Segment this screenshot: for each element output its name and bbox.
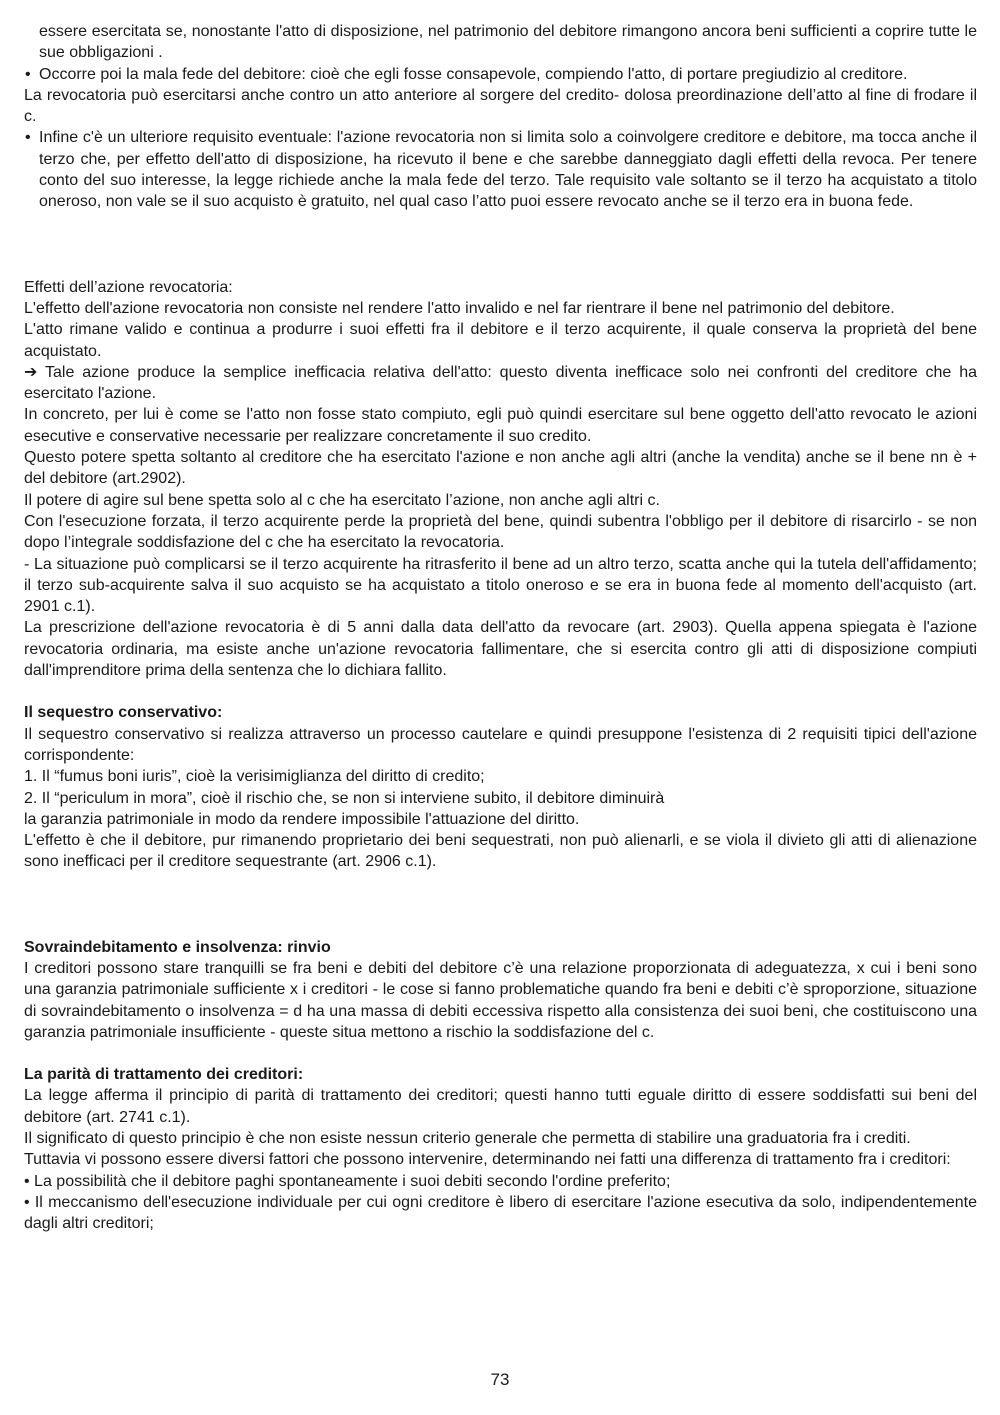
bullet-marker: • [25,65,31,83]
bullet-text: Occorre poi la mala fede del debitore: cioè che egli fosse consapevole, compiendo l'atto, di portare pregiudizio al creditore. [39,65,908,83]
section-heading-sovraindebitamento: Sovraindebitamento e insolvenza: rinvio [24,938,331,956]
section-title-effetti: Effetti dell’azione revocatoria: [24,278,233,296]
paragraph: Questo potere spetta soltanto al creditore che ha esercitato l'azione e non anche agli altri (anche la vendita) anche se il bene nn è + del debitore (art.2902). [24,449,977,488]
paragraph: I creditori possono stare tranquilli se fra beni e debiti del debitore c’è una relazione proporzionata di adeguatezza, x cui i beni sono una garanzia patrimoniale sufficiente x i creditori - le cose si fanno problematiche quando fra beni e debiti c’è sproporzione, situazione di sovraindebitamento o insolvenza = d ha una massa di debiti eccessiva rispetto alla consistenza dei suoi beni, che costituiscono una garanzia patrimoniale insufficiente - queste situa mettono a rischio la soddisfazione del c. [24,959,977,1041]
section-heading-sequestro: Il sequestro conservativo: [24,704,223,722]
paragraph: La prescrizione dell'azione revocatoria è di 5 anni dalla data dell'atto da revocare (art. 2903). Quella appena spiegata è l'azione revocatoria ordinaria, ma esiste anche un'azione revocatoria fallimentare, che si esercita contro gli atti di disposizione compiuti dall'imprenditore prima della sentenza che lo dichiara fallito. [24,619,977,680]
bullet-item-terzo [24,127,977,212]
spacer [24,681,977,702]
list-item: • Il meccanismo dell'esecuzione individuale per cui ogni creditore è libero di esercitare l'azione esecutiva da solo, indipendentemente dagli altri creditori; [24,1193,977,1233]
document-page [24,21,977,1235]
bullet-text: Infine c'è un ulteriore requisito eventuale: l'azione revocatoria non si limita solo a coinvolgere creditore e debitore, ma tocca anche il terzo che, per effetto dell'atto di disposizione, ha ricevuto il bene e che sarebbe danneggiato dagli effetti della revoca. Per tenere conto del suo interesse, la legge richiede anche la mala fede del terzo. Tale requisito vale soltanto se il terzo ha acquistato a titolo oneroso, non vale se il suo acquisto è gratuito, nel qual caso l’atto puoi essere revocato anche se il terzo era in buona fede. [39,129,977,211]
paragraph: Tuttavia vi possono essere diversi fattori che possono intervenire, determinando nei fatti una differenza di trattamento fra i creditori: [24,1151,951,1169]
paragraph: In concreto, per lui è come se l'atto non fosse stato compiuto, egli può quindi esercitare sul bene oggetto dell'atto revocato le azioni esecutive e conservative necessarie per realizzare concretamente il suo credito. [24,406,977,445]
spacer [24,1043,977,1064]
bullet-item-mala-fede [24,64,977,85]
paragraph: L'effetto dell'azione revocatoria non consiste nel rendere l'atto invalido e nel far rientrare il bene nel patrimonio del debitore. [24,299,895,317]
page-number: 73 [490,1370,510,1389]
list-item: • La possibilità che il debitore paghi spontaneamente i suoi debiti secondo l'ordine preferito; [24,1172,671,1190]
paragraph: Il potere di agire sul bene spetta solo al c che ha esercitato l’azione, non anche agli altri c. [24,491,660,509]
spacer [24,213,977,277]
paragraph: Il significato di questo principio è che non esiste nessun criterio generale che permetta di stabilire una graduatoria fra i crediti. [24,1130,911,1148]
section-heading-parita: La parità di trattamento dei creditori: [24,1066,304,1084]
paragraph: - La situazione può complicarsi se il terzo acquirente ha ritrasferito il bene ad un altro terzo, scatta anche qui la tutela dell'affidamento; il terzo sub-acquirente salva il suo acquisto se ha acquistato a titolo oneroso e se era in buona fede al momento dell'acquisto (art. 2901 c.1). [24,555,977,616]
paragraph: L'atto rimane valido e continua a produrre i suoi effetti fra il debitore e il terzo acquirente, il quale conserva la proprietà del bene acquistato. [24,321,977,360]
numbered-item-continued: la garanzia patrimoniale in modo da rendere impossibile l'attuazione del diritto. [24,810,580,828]
paragraph: Il sequestro conservativo si realizza attraverso un processo cautelare e quindi presuppone l'esistenza di 2 requisiti tipici dell'azione corrispondente: [24,725,977,764]
numbered-item: 1. Il “fumus boni iuris”, cioè la verisimiglianza del diritto di credito; [24,768,485,786]
paragraph: La legge afferma il principio di parità di trattamento dei creditori; questi hanno tutti eguale diritto di essere soddisfatti sui beni del debitore (art. 2741 c.1). [24,1087,977,1126]
spacer [24,873,977,937]
continued-paragraph: essere esercitata se, nonostante l'atto di disposizione, nel patrimonio del debitore rimangono ancora beni sufficienti a coprire tutte le sue obbligazioni . [39,23,977,62]
numbered-item: 2. Il “periculum in mora”, cioè il rischio che, se non si interviene subito, il debitore diminuirà [24,789,665,807]
paragraph: Con l'esecuzione forzata, il terzo acquirente perde la proprietà del bene, quindi subentra l'obbligo per il debitore di risarcirlo - se non dopo l’integrale soddisfazione del c che ha esercitato la revocatoria. [24,512,977,552]
bullet-marker: • [25,129,31,147]
paragraph-arrow: ➔ Tale azione produce la semplice inefficacia relativa dell'atto: questo diventa inefficace solo nei confronti del creditore che ha esercitato l'azione. [24,363,977,403]
paragraph: L'effetto è che il debitore, pur rimanendo proprietario dei beni sequestrati, non può alienarli, e se viola il divieto gli atti di alienazione sono inefficaci per il creditore sequestrante (art. 2906 c.1). [24,832,977,871]
paragraph-atto-anteriore: La revocatoria può esercitarsi anche contro un atto anteriore al sorgere del credito- dolosa preordinazione dell’atto al fine di frodare il c. [24,86,977,126]
